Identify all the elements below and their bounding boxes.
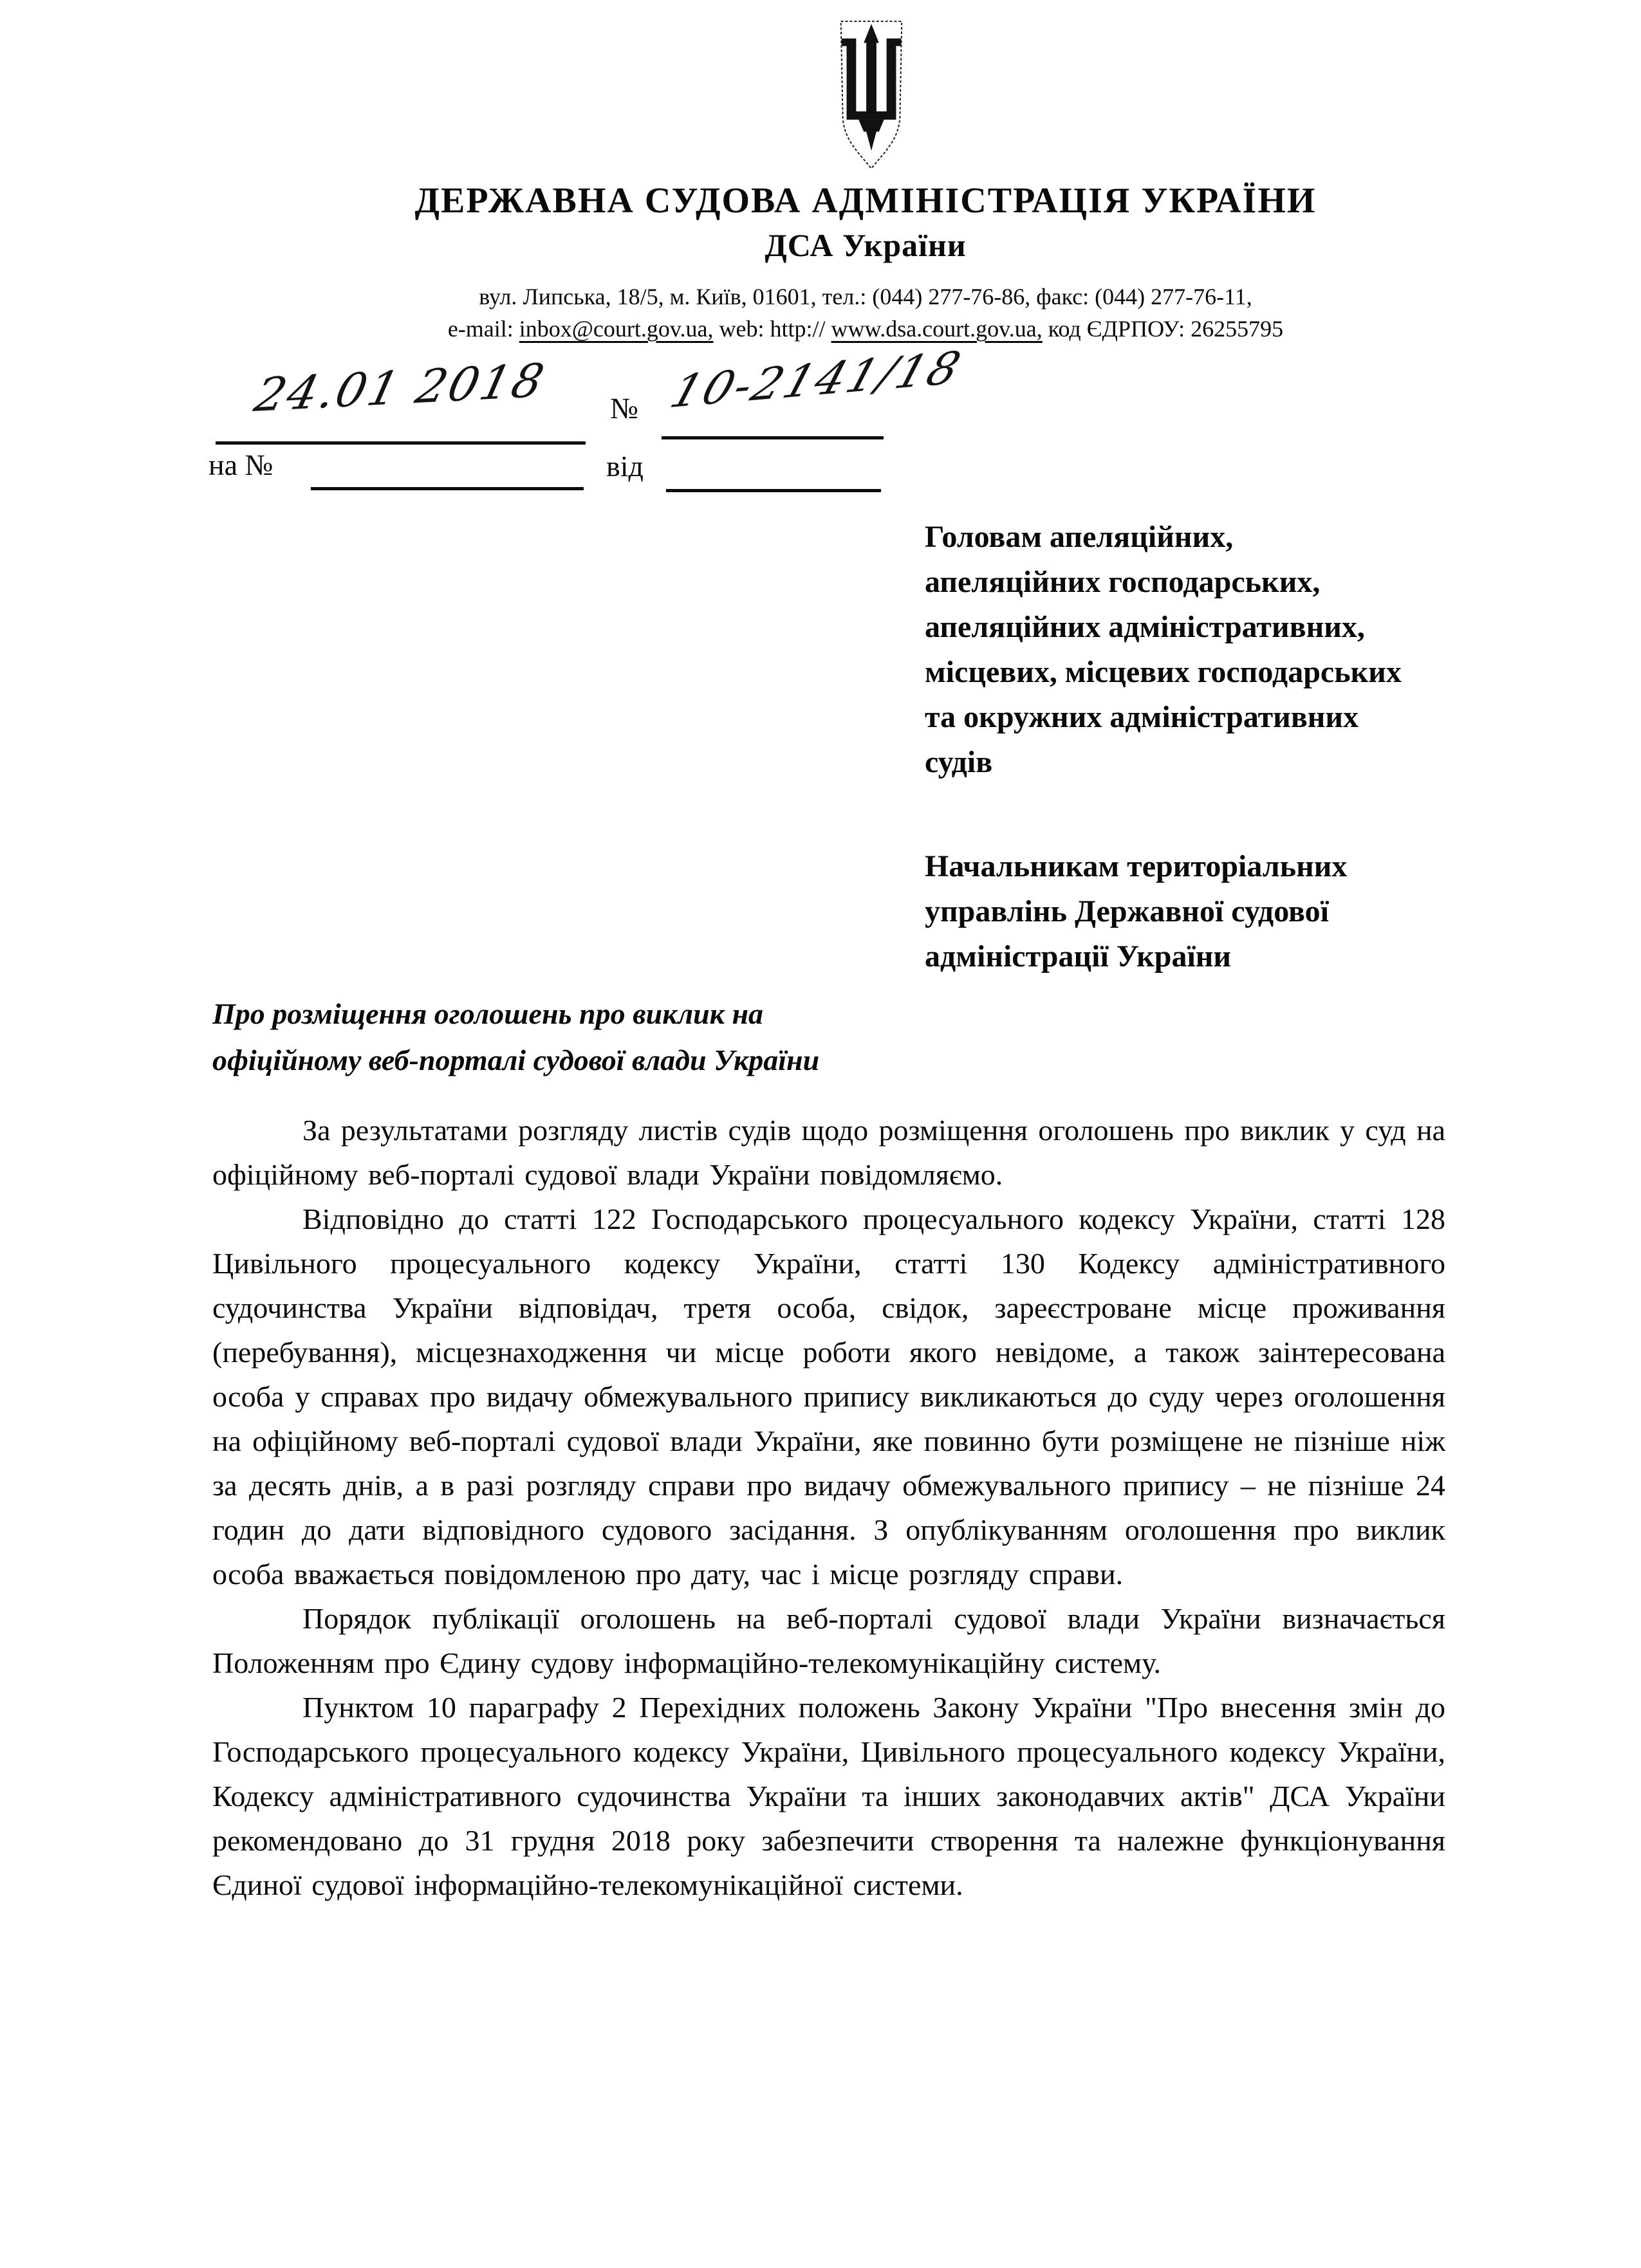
recipient-line: адміністрації України (925, 939, 1232, 973)
recipient-line: місцевих, місцевих господарських (925, 655, 1402, 689)
body-paragraph: Відповідно до статті 122 Господарського процесуального кодексу України, статті 128 Цивільного процесуального кодексу України, статті 130 Кодексу адміністративного судочинства України відповідач, третя особа, свідок, зареєстроване місце проживання (перебування), місцезнаходження чи місце роботи якого невідоме, а також заінтересована особа у справах про видачу обмежувального припису викликаються до суду через оголошення на офіційному веб-порталі судової влади України, яке повинно бути розміщене не пізніше ніж за десять днів, а в разі розгляду справи про видачу обмежувального припису – не пізніше 24 годин до дати відповідного судового засідання. З опублікуванням оголошення про виклик особа вважається повідомленою про дату, час і місце розгляду справи. (212, 1203, 1445, 1590)
address-line: вул. Липська, 18/5, м. Київ, 01601, тел.: (044) 277-76-86, факс: (044) 277-76-11, (479, 284, 1252, 309)
email-address: inbox@court.gov.ua, (519, 316, 714, 342)
date-underline (216, 441, 586, 445)
web-label: web: http:// (713, 316, 831, 342)
contact-line (90, 315, 1641, 342)
body-paragraph: Пунктом 10 параграфу 2 Перехідних положень Закону України "Про внесення змін до Господарського процесуального кодексу України, Цивільного процесуального кодексу України, Кодексу адміністративного судочинства України та інших законодавчих актів" ДСА України рекомендовано до 31 грудня 2018 року забезпечити створення та належне функціонування Єдиної судової інформаційно-телекомунікаційної системи. (212, 1691, 1445, 1901)
recipient-block-courts (925, 515, 1402, 785)
email-label: e-mail: (447, 316, 519, 342)
recipient-line: та окружних адміністративних (925, 700, 1359, 734)
recipient-line: судів (925, 745, 993, 779)
edrpou-code: код ЄДРПОУ: 26255795 (1042, 316, 1284, 342)
body-paragraph: За результатами розгляду листів судів щодо розміщення оголошень про виклик у суд на офіційному веб-порталі судової влади України повідомляємо. (212, 1114, 1445, 1191)
recipient-line: апеляційних господарських, (925, 565, 1321, 599)
recipient-line: Головам апеляційних, (925, 520, 1234, 554)
reply-to-number-label: на № (209, 448, 274, 481)
handwritten-date: 24.01 2018 (250, 353, 551, 422)
coat-of-arms-ukraine-icon (827, 17, 916, 174)
recipient-line: апеляційних адміністративних, (925, 610, 1365, 644)
reply-date-label: від (606, 450, 644, 483)
web-address: www.dsa.court.gov.ua, (831, 316, 1043, 342)
org-name: ДЕРЖАВНА СУДОВА АДМІНІСТРАЦІЯ УКРАЇНИ (414, 181, 1317, 221)
recipient-line: управлінь Державної судової (925, 894, 1329, 928)
recipient-line: Начальникам територіальних (925, 849, 1348, 883)
reply-date-underline (666, 489, 881, 492)
reply-to-number-underline (311, 487, 584, 490)
number-underline (662, 436, 884, 439)
subject-line: Про розміщення оголошень про виклик на (212, 997, 764, 1030)
number-sign-label: № (610, 392, 638, 425)
subject-block (212, 991, 819, 1083)
recipient-block-territorial (925, 844, 1347, 979)
body-paragraph: Порядок публікації оголошень на веб-порталі судової влади України визначається Положенням про Єдину судову інформаційно-телекомунікаційну систему. (212, 1602, 1445, 1679)
letter-body (212, 1108, 1445, 1907)
subject-line: офіційному веб-порталі судової влади України (212, 1044, 820, 1076)
org-short-name: ДСА України (765, 227, 967, 263)
handwritten-outgoing-number: 10-2141/18 (664, 341, 969, 418)
